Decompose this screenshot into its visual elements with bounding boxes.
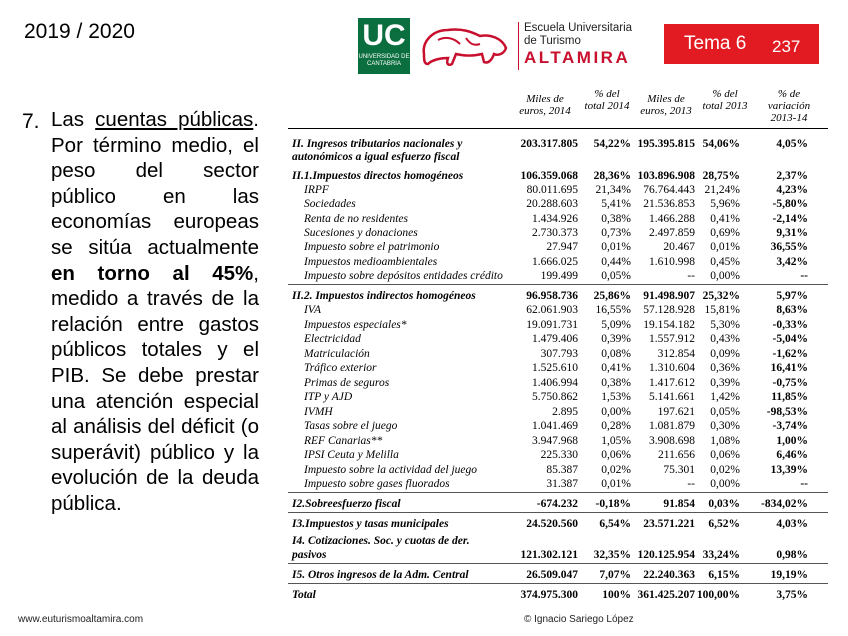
row-value-v1: 1.434.926 <box>532 213 578 225</box>
row-label: Sucesiones y donaciones <box>304 227 418 239</box>
table-row <box>288 138 828 152</box>
row-value-v2: 0,08% <box>601 348 631 360</box>
row-label: IPSI Ceuta y Melilla <box>304 449 399 461</box>
row-value-v3: -- <box>687 270 695 282</box>
row-label: II.1.Impuestos directos homogéneos <box>292 170 464 182</box>
uc-logo-letters: UC <box>362 19 406 52</box>
row-value-v3: 5.141.661 <box>649 391 695 403</box>
row-value-v2: 6,54% <box>599 518 631 530</box>
row-label: ITP y AJD <box>304 391 353 403</box>
row-label: IVMH <box>304 406 333 418</box>
header-rule <box>288 128 828 129</box>
row-value-v1: 106.359.068 <box>520 170 578 182</box>
course-year: 2019 / 2020 <box>24 20 135 43</box>
row-value-v4: 0,05% <box>710 406 740 418</box>
row-value-v5: 0,98% <box>776 549 808 561</box>
row-label: autonómicos a igual esfuerzo fiscal <box>292 151 460 163</box>
table-rule <box>288 563 828 564</box>
row-label: Impuestos medioambientales <box>304 256 438 268</box>
row-value-v5: 4,05% <box>776 138 808 150</box>
table-row <box>288 589 828 603</box>
footer-author: © Ignacio Sariego López <box>524 614 634 625</box>
table-rule <box>288 512 828 513</box>
page-number: 237 <box>772 37 801 56</box>
table-rule <box>288 492 828 493</box>
row-label: Impuesto sobre la actividad del juego <box>304 464 477 476</box>
row-value-v3: 3.908.698 <box>649 435 695 447</box>
table-row <box>288 362 828 376</box>
row-value-v1: 20.288.603 <box>526 198 578 210</box>
table-row <box>288 377 828 391</box>
row-value-v2: 7,07% <box>599 569 631 581</box>
row-value-v4: 0,39% <box>710 377 740 389</box>
row-value-v2: 0,39% <box>601 333 631 345</box>
header-miles-2014: Miles de euros, 2014 <box>519 93 571 117</box>
logo-divider <box>518 22 519 70</box>
table-row <box>288 151 828 165</box>
row-value-v1: 1.525.610 <box>532 362 578 374</box>
row-value-v3: 1.610.998 <box>649 256 695 268</box>
row-value-v1: -674.232 <box>536 498 578 510</box>
bullet-text-middle: . Por término medio, el peso del sector público en las economías europeas se sitúa actualmente <box>51 108 259 259</box>
row-value-v3: 57.128.928 <box>643 304 695 316</box>
row-value-v4: 0,41% <box>710 213 740 225</box>
table-rule <box>288 583 828 584</box>
row-value-v5: 9,31% <box>776 227 808 239</box>
row-value-v2: 0,41% <box>601 362 631 374</box>
row-value-v4: 0,01% <box>710 241 740 253</box>
tema-label: Tema 6 <box>684 33 747 54</box>
row-label: I5. Otros ingresos de la Adm. Central <box>292 569 469 581</box>
row-label: Impuesto sobre el patrimonio <box>304 241 440 253</box>
row-value-v4: 0,03% <box>708 498 740 510</box>
table-row <box>288 170 828 184</box>
row-value-v4: 0,30% <box>710 420 740 432</box>
table-row <box>288 256 828 270</box>
row-value-v5: 11,85% <box>771 391 808 403</box>
row-value-v5: 2,37% <box>776 170 808 182</box>
row-value-v2: 0,73% <box>601 227 631 239</box>
row-label: Renta de no residentes <box>304 213 409 225</box>
bullet-number: 7. <box>22 110 40 133</box>
row-value-v4: 0,00% <box>710 478 740 490</box>
row-value-v2: 0,44% <box>601 256 631 268</box>
table-row <box>288 464 828 478</box>
row-label: II. Ingresos tributarios nacionales y <box>292 138 463 150</box>
row-value-v4: 6,52% <box>708 518 740 530</box>
row-value-v1: 307.793 <box>540 348 578 360</box>
table-row <box>288 478 828 492</box>
row-label: II.2. Impuestos indirectos homogéneos <box>292 290 476 302</box>
uc-logo-subtitle: UNIVERSIDAD DE CANTABRIA <box>358 54 410 67</box>
table-row <box>288 535 828 549</box>
row-value-v3: 19.154.182 <box>643 319 695 331</box>
table-row <box>288 569 828 583</box>
row-value-v4: 0,43% <box>710 333 740 345</box>
header-pct-2014: % del total 2014 <box>584 88 630 112</box>
row-value-v1: 225.330 <box>540 449 578 461</box>
row-value-v5: -3,74% <box>772 420 808 432</box>
table-row <box>288 549 828 563</box>
row-value-v1: 19.091.731 <box>526 319 578 331</box>
row-value-v1: 1.041.469 <box>532 420 578 432</box>
row-value-v2: 32,35% <box>593 549 631 561</box>
uc-logo <box>358 18 410 74</box>
row-value-v5: 6,46% <box>776 449 808 461</box>
row-value-v1: 374.975.300 <box>520 589 578 601</box>
row-value-v3: 103.896.908 <box>637 170 695 182</box>
row-value-v2: 1,05% <box>601 435 631 447</box>
row-value-v3: 23.571.221 <box>643 518 695 530</box>
row-label: I3.Impuestos y tasas municipales <box>292 518 449 530</box>
row-label: Primas de seguros <box>304 377 390 389</box>
table-row <box>288 518 828 532</box>
table-row <box>288 304 828 318</box>
row-value-v1: 27.947 <box>546 241 578 253</box>
row-value-v5: -- <box>800 270 808 282</box>
row-label: Tasas sobre el juego <box>304 420 398 432</box>
row-value-v1: 62.061.903 <box>526 304 578 316</box>
table-row <box>288 227 828 241</box>
row-value-v2: 0,02% <box>601 464 631 476</box>
header-pct-2013: % del total 2013 <box>702 88 748 112</box>
table-row <box>288 449 828 463</box>
row-value-v1: 203.317.805 <box>520 138 578 150</box>
row-value-v4: 54,06% <box>702 138 740 150</box>
row-value-v3: 312.854 <box>657 348 695 360</box>
row-value-v1: 3.947.968 <box>532 435 578 447</box>
header-miles-2013: Miles de euros, 2013 <box>640 93 692 117</box>
row-value-v5: 13,39% <box>770 464 808 476</box>
bullet-paragraph <box>51 107 259 517</box>
row-label: IVA <box>304 304 322 316</box>
row-value-v4: 0,00% <box>710 270 740 282</box>
table-row <box>288 290 828 304</box>
table-row <box>288 184 828 198</box>
row-value-v1: 96.958.736 <box>526 290 578 302</box>
row-value-v1: 85.387 <box>546 464 578 476</box>
school-line1: Escuela Universitaria <box>524 22 633 34</box>
row-label: Sociedades <box>304 198 356 210</box>
row-value-v5: 3,42% <box>776 256 808 268</box>
row-value-v3: 197.621 <box>657 406 695 418</box>
row-value-v2: 25,86% <box>593 290 631 302</box>
row-value-v1: 2.895 <box>552 406 578 418</box>
row-value-v5: -5,04% <box>772 333 808 345</box>
table-row <box>288 270 828 284</box>
table-row <box>288 435 828 449</box>
row-value-v2: 0,06% <box>601 449 631 461</box>
row-value-v2: 1,53% <box>601 391 631 403</box>
bullet-text-after: , medido a través de la relación entre gastos públicos totales y el PIB. Se debe prestar una atención especial al análisis del déficit (o superávit) público y la evolución de la deuda pública. <box>51 261 259 515</box>
row-value-v4: 0,69% <box>710 227 740 239</box>
row-value-v1: 199.499 <box>540 270 578 282</box>
row-value-v4: 15,81% <box>704 304 740 316</box>
logo-group <box>358 18 658 74</box>
row-value-v3: 1.081.879 <box>649 420 695 432</box>
row-value-v3: 21.536.853 <box>643 198 695 210</box>
row-value-v3: 1.557.912 <box>649 333 695 345</box>
row-label: Impuestos especiales* <box>304 319 407 331</box>
row-value-v2: 0,28% <box>601 420 631 432</box>
row-value-v4: 1,08% <box>710 435 740 447</box>
table-row <box>288 420 828 434</box>
row-label: pasivos <box>292 549 327 561</box>
row-label: Impuesto sobre depósitos entidades crédito <box>304 270 503 282</box>
row-value-v2: 0,01% <box>601 241 631 253</box>
row-value-v2: -0,18% <box>595 498 631 510</box>
row-value-v5: -2,14% <box>772 213 808 225</box>
row-value-v4: 0,36% <box>710 362 740 374</box>
row-value-v2: 100% <box>602 589 631 601</box>
bison-logo-icon <box>418 24 510 68</box>
row-value-v1: 1.406.994 <box>532 377 578 389</box>
row-value-v3: 22.240.363 <box>643 569 695 581</box>
row-value-v1: 1.666.025 <box>532 256 578 268</box>
row-value-v4: 25,32% <box>702 290 740 302</box>
row-value-v1: 1.479.406 <box>532 333 578 345</box>
row-label: Electricidad <box>304 333 361 345</box>
row-value-v1: 5.750.862 <box>532 391 578 403</box>
row-value-v2: 0,05% <box>601 270 631 282</box>
row-value-v2: 0,01% <box>601 478 631 490</box>
row-label: I4. Cotizaciones. Soc. y cuotas de der. <box>292 535 470 547</box>
row-value-v2: 28,36% <box>593 170 631 182</box>
row-label: Total <box>292 589 316 601</box>
table-row <box>288 241 828 255</box>
row-value-v4: 0,06% <box>710 449 740 461</box>
row-value-v5: -834,02% <box>761 498 808 510</box>
row-value-v5: -1,62% <box>772 348 808 360</box>
row-value-v5: 5,97% <box>776 290 808 302</box>
bullet-underlined: cuentas públicas <box>95 108 254 131</box>
row-value-v3: 1.417.612 <box>649 377 695 389</box>
row-value-v2: 54,22% <box>593 138 631 150</box>
table-row <box>288 348 828 362</box>
row-value-v5: -0,75% <box>772 377 808 389</box>
row-value-v3: -- <box>687 478 695 490</box>
row-label: I2.Sobreesfuerzo fiscal <box>292 498 401 510</box>
row-value-v5: -0,33% <box>772 319 808 331</box>
table-row <box>288 498 828 512</box>
row-value-v5: 8,63% <box>776 304 808 316</box>
row-value-v4: 5,96% <box>710 198 740 210</box>
row-value-v3: 120.125.954 <box>637 549 695 561</box>
row-value-v4: 33,24% <box>702 549 740 561</box>
row-value-v3: 91.498.907 <box>643 290 695 302</box>
row-value-v2: 0,38% <box>601 213 631 225</box>
row-value-v2: 5,41% <box>601 198 631 210</box>
footer-website: www.euturismoaltamira.com <box>18 614 144 625</box>
row-value-v5: -- <box>800 478 808 490</box>
row-value-v3: 361.425.207 <box>637 589 695 601</box>
row-value-v1: 24.520.560 <box>526 518 578 530</box>
row-value-v1: 121.302.121 <box>520 549 578 561</box>
bullet-bold: en torno al 45% <box>51 261 254 285</box>
row-value-v5: -98,53% <box>766 406 808 418</box>
row-value-v1: 80.011.695 <box>526 184 578 196</box>
row-value-v3: 76.764.443 <box>643 184 695 196</box>
row-label: Matriculación <box>304 348 370 360</box>
row-label: REF Canarias** <box>304 435 383 447</box>
row-label: Tráfico exterior <box>304 362 377 374</box>
row-value-v4: 100,00% <box>696 589 740 601</box>
row-value-v2: 0,00% <box>601 406 631 418</box>
row-value-v5: 3,75% <box>776 589 808 601</box>
row-value-v5: -5,80% <box>772 198 808 210</box>
row-label: Impuesto sobre gases fluorados <box>304 478 450 490</box>
row-value-v2: 21,34% <box>595 184 631 196</box>
row-value-v4: 0,45% <box>710 256 740 268</box>
row-value-v3: 20.467 <box>663 241 695 253</box>
row-value-v5: 1,00% <box>776 435 808 447</box>
row-value-v2: 0,38% <box>601 377 631 389</box>
row-value-v1: 26.509.047 <box>526 569 578 581</box>
tema-badge <box>664 24 819 64</box>
row-value-v2: 16,55% <box>595 304 631 316</box>
table-row <box>288 333 828 347</box>
school-name <box>524 22 632 68</box>
row-value-v3: 195.395.815 <box>637 138 695 150</box>
row-value-v5: 19,19% <box>770 569 808 581</box>
row-value-v4: 0,02% <box>710 464 740 476</box>
row-value-v4: 28,75% <box>702 170 740 182</box>
row-value-v5: 4,03% <box>776 518 808 530</box>
table-row <box>288 391 828 405</box>
row-value-v3: 1.310.604 <box>649 362 695 374</box>
row-value-v4: 1,42% <box>710 391 740 403</box>
row-label: IRPF <box>304 184 329 196</box>
row-value-v1: 31.387 <box>546 478 578 490</box>
school-brand: ALTAMIRA <box>524 48 631 67</box>
row-value-v4: 0,09% <box>710 348 740 360</box>
row-value-v3: 75.301 <box>663 464 695 476</box>
row-value-v5: 36,55% <box>770 241 808 253</box>
table-row <box>288 319 828 333</box>
row-value-v5: 4,23% <box>776 184 808 196</box>
row-value-v4: 21,24% <box>704 184 740 196</box>
row-value-v1: 2.730.373 <box>532 227 578 239</box>
row-value-v3: 1.466.288 <box>649 213 695 225</box>
row-value-v2: 5,09% <box>601 319 631 331</box>
row-value-v3: 211.656 <box>658 449 695 461</box>
row-value-v3: 2.497.859 <box>649 227 695 239</box>
row-value-v3: 91.854 <box>663 498 695 510</box>
table-rule <box>288 284 828 285</box>
row-value-v5: 16,41% <box>770 362 808 374</box>
table-row <box>288 198 828 212</box>
table-row <box>288 213 828 227</box>
bullet-text-before: Las <box>51 108 96 131</box>
row-value-v4: 5,30% <box>710 319 740 331</box>
header-variation: % de variación 2013-14 <box>767 88 811 124</box>
school-line2: de Turismo <box>524 35 581 47</box>
table-row <box>288 406 828 420</box>
row-value-v4: 6,15% <box>708 569 740 581</box>
